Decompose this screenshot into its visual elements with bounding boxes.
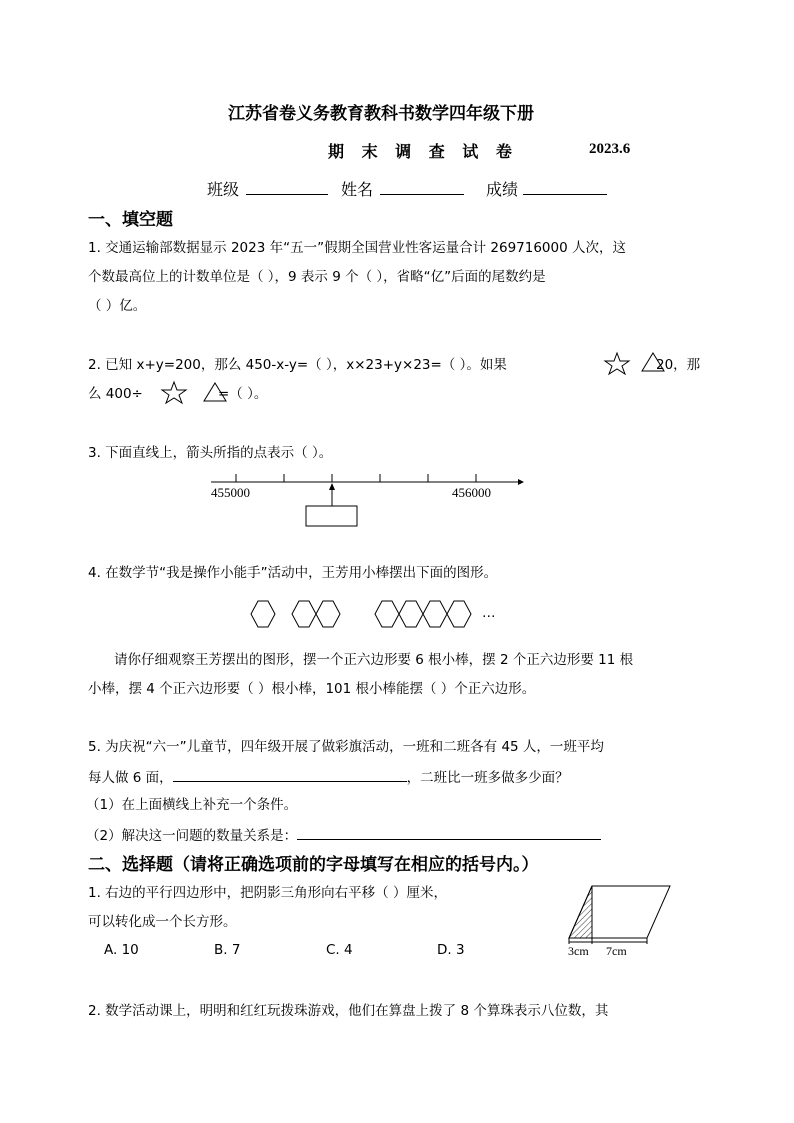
hexagon [375, 601, 399, 627]
name-field [341, 177, 464, 200]
class-label: 班级 [207, 180, 240, 199]
hexagon-pattern [244, 599, 464, 631]
class-field [207, 177, 328, 200]
section-1-heading: 一、填空题 [88, 210, 173, 230]
q1-line3: （ ）亿。 [88, 298, 147, 314]
star-icon [603, 352, 631, 374]
s2-q1-line2: 可以转化成一个长方形。 [88, 914, 237, 930]
option-d[interactable]: D. 3 [437, 942, 465, 958]
q5-sub2 [86, 825, 601, 845]
hexagon [399, 601, 423, 627]
q4-line2: 小棒，摆 4 个正六边形要（ ）根小棒，101 根小棒能摆（ ）个正六边形。 [88, 681, 536, 697]
q2-line2-end: =（ ）。 [218, 386, 268, 402]
q5-line1: 5. 为庆祝“六一”儿童节，四年级开展了做彩旗活动，一班和二班各有 45 人，一班平均 [88, 739, 604, 755]
option-c[interactable]: C. 4 [326, 942, 353, 958]
score-blank[interactable] [523, 178, 607, 195]
hexagon [447, 601, 471, 627]
page-title: 江苏省卷义务教育教科书数学四年级下册 [228, 104, 534, 124]
q1-line1: 1. 交通运输部数据显示 2023 年“五一”假期全国营业性客运量合计 269716000 人次，这 [88, 240, 626, 256]
number-line-arrowhead [518, 479, 524, 485]
q5-sub2-label: （2）解决这一问题的数量关系是： [86, 828, 298, 844]
score-field [486, 177, 607, 200]
hexagon [251, 601, 275, 627]
axis-label-right: 456000 [452, 485, 491, 500]
parallelogram-diagram [560, 884, 680, 946]
q5-relation-blank[interactable] [297, 825, 601, 840]
name-label: 姓名 [341, 180, 374, 199]
s2-q2-line1: 2. 数学活动课上，明明和红红玩拨珠游戏，他们在算盘上拨了 8 个算珠表示八位数，其 [88, 1003, 609, 1019]
q2-line1-end: 20，那 [656, 357, 701, 373]
s2-q1-line1: 1. 右边的平行四边形中，把阴影三角形向右平移（ ）厘米， [88, 885, 447, 901]
hexagon [423, 601, 447, 627]
q5-condition-blank[interactable] [173, 767, 407, 782]
score-label: 成绩 [486, 180, 519, 199]
hexagon [316, 601, 340, 627]
hexagon-ellipsis: … [482, 605, 496, 621]
axis-label-left: 455000 [211, 485, 250, 500]
q1-line2: 个数最高位上的计数单位是（ ），9 表示 9 个（ ），省略“亿”后面的尾数约是 [88, 269, 546, 285]
q4-text: 4. 在数学节“我是操作小能手”活动中，王芳用小棒摆出下面的图形。 [88, 565, 498, 581]
name-blank[interactable] [380, 178, 464, 195]
q5-line2 [88, 767, 569, 787]
q5-sub1: （1）在上面横线上补充一个条件。 [86, 797, 298, 813]
class-blank[interactable] [246, 178, 328, 195]
star-icon [160, 381, 188, 403]
option-b[interactable]: B. 7 [214, 942, 241, 958]
answer-box [306, 506, 357, 526]
pointer-arrowhead [329, 483, 335, 490]
dimension-label-3cm: 3cm [568, 944, 589, 958]
page-subtitle: 期 末 调 查 试 卷 [328, 142, 518, 161]
option-a[interactable]: A. 10 [104, 942, 139, 958]
dimension-label-7cm: 7cm [606, 944, 627, 958]
exam-date: 2023.6 [589, 141, 631, 157]
q5-line2-start: 每人做 6 面， [88, 770, 173, 786]
section-2-heading: 二、选择题（请将正确选项前的字母填写在相应的括号内。） [88, 855, 539, 875]
q5-line2-end: ，二班比一班多做多少面？ [406, 770, 569, 786]
q2-line2-start: 么 400÷ [88, 386, 143, 402]
q3-text: 3. 下面直线上，箭头所指的点表示（ ）。 [88, 445, 333, 461]
q4-line1: 请你仔细观察王芳摆出的图形，摆一个正六边形要 6 根小棒，摆 2 个正六边形要 11 根 [114, 652, 634, 668]
hexagon [292, 601, 316, 627]
q2-line1: 2. 已知 x+y=200，那么 450-x-y=（ ），x×23+y×23=（ ）。如果 [88, 357, 507, 373]
